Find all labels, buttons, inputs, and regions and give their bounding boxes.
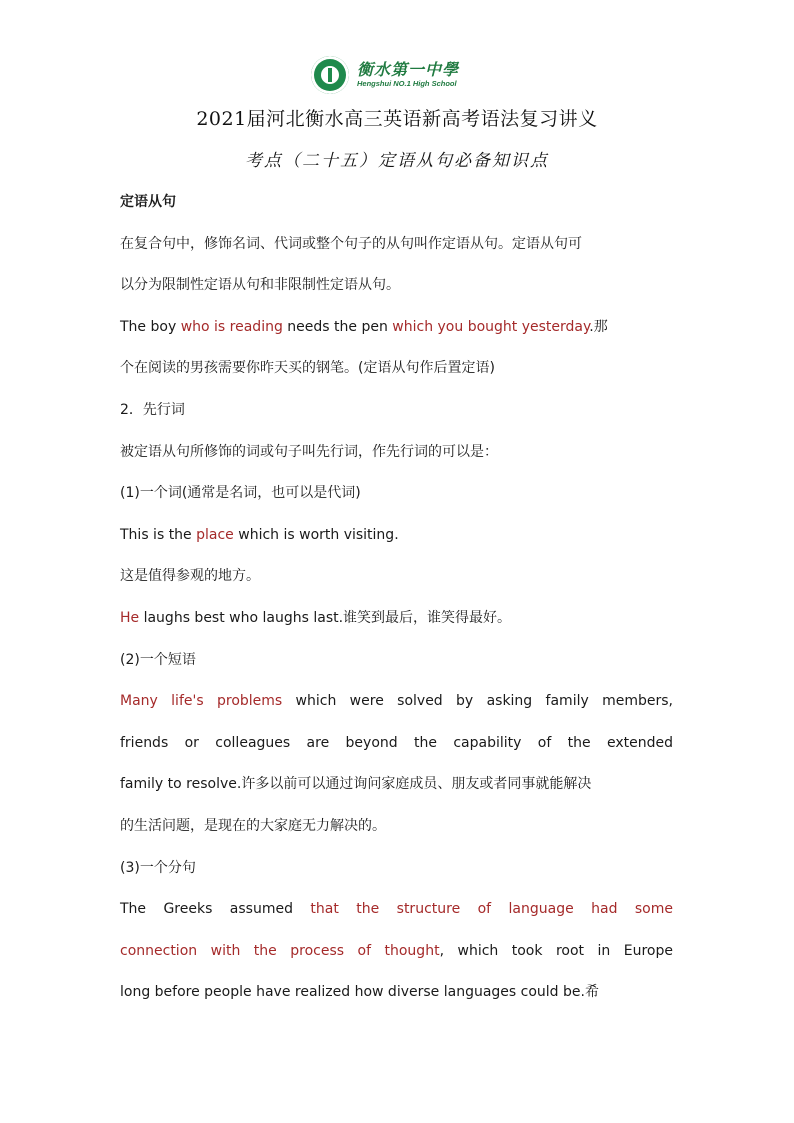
- example-sentence: connection with the process of thought, which took root in Europe: [120, 942, 673, 959]
- example-sentence: This is the place which is worth visiting.: [120, 526, 399, 543]
- highlighted-word: place: [196, 526, 234, 543]
- section-heading: 定语从句: [120, 194, 176, 210]
- school-name-cn: 衡水第一中學: [357, 60, 460, 79]
- subheading: (2)一个短语: [120, 651, 196, 668]
- paragraph-line: 这是值得参观的地方。: [120, 568, 260, 585]
- subheading: 2．先行词: [120, 401, 185, 418]
- highlighted-clause: that the structure of language had some: [310, 901, 673, 918]
- paragraph-line: 以分为限制性定语从句和非限制性定语从句。: [120, 277, 400, 294]
- school-emblem-icon: [311, 56, 349, 94]
- school-name-en: Hengshui NO.1 High School: [357, 79, 457, 88]
- highlighted-clause: which you bought yesterday: [392, 318, 590, 335]
- paragraph-line: 的生活问题，是现在的大家庭无力解决的。: [120, 817, 386, 834]
- example-sentence: Many life's problems which were solved by asking family members,: [120, 693, 673, 710]
- paragraph-line: 被定语从句所修饰的词或句子叫先行词，作先行词的可以是：: [120, 443, 498, 460]
- document-title: 2021届河北衡水高三英语新高考语法复习讲义: [196, 108, 598, 130]
- subheading: (3)一个分句: [120, 859, 196, 876]
- document-subtitle: 考点（二十五）定语从句必备知识点: [245, 151, 549, 171]
- example-sentence: The Greeks assumed that the structure of language had some: [120, 901, 673, 918]
- school-name: [357, 61, 459, 89]
- paragraph-line: family to resolve.许多以前可以通过询问家庭成员、朋友或者同事就能解决: [120, 776, 592, 793]
- paragraph-line: 个在阅读的男孩需要你昨天买的钢笔。(定语从句作后置定语): [120, 360, 495, 377]
- school-logo: [311, 54, 459, 96]
- paragraph-line: 在复合句中，修饰名词、代词或整个句子的从句叫作定语从句。定语从句可: [120, 235, 582, 252]
- paragraph-line: friends or colleagues are beyond the capability of the extended: [120, 734, 673, 751]
- example-sentence: The boy who is reading needs the pen which you bought yesterday.那: [120, 318, 608, 335]
- highlighted-clause: who is reading: [180, 318, 283, 335]
- highlighted-word: He: [120, 609, 140, 626]
- subheading: (1)一个词(通常是名词，也可以是代词): [120, 485, 361, 502]
- document-body: [120, 188, 673, 1020]
- highlighted-clause: connection with the process of thought: [120, 942, 440, 959]
- highlighted-phrase: Many life's problems: [120, 693, 283, 710]
- example-sentence: He laughs best who laughs last.谁笑到最后，谁笑得最好。: [120, 609, 512, 626]
- paragraph-line: long before people have realized how diverse languages could be.希: [120, 984, 599, 1001]
